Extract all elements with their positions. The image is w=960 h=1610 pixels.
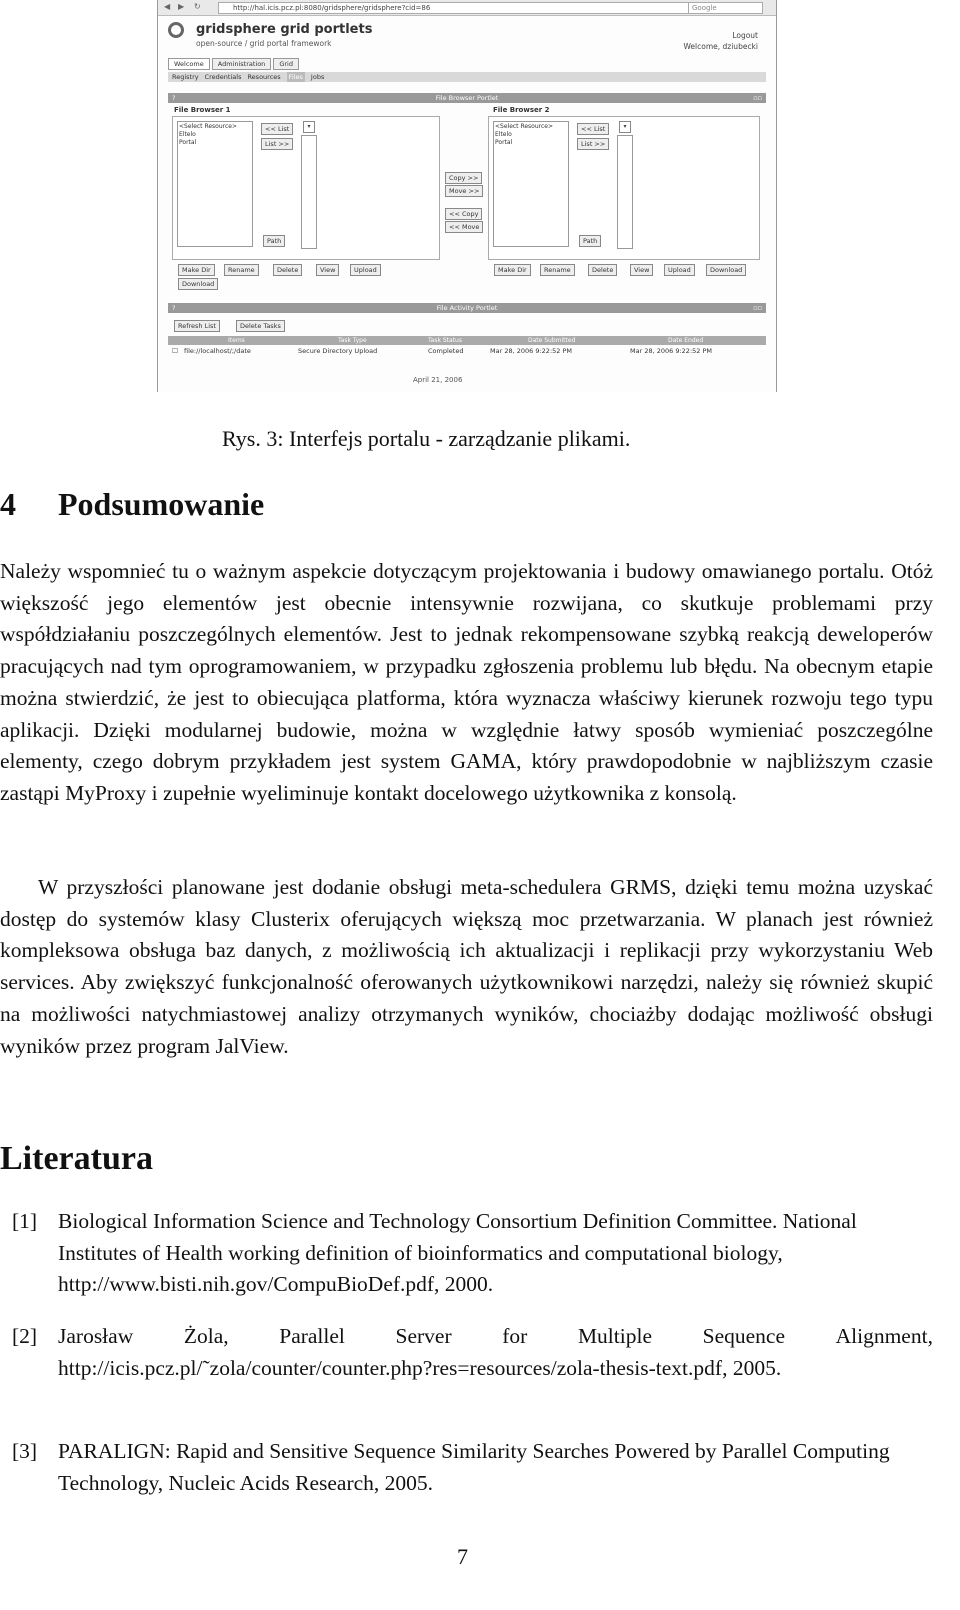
section-title: Podsumowanie (58, 486, 265, 522)
delete-button[interactable]: Delete (273, 264, 302, 276)
sub-tabs (168, 72, 766, 82)
path-button[interactable]: Path (579, 235, 601, 247)
resource-option[interactable]: Portal (495, 139, 513, 146)
reference-word: Jarosław (58, 1324, 134, 1348)
resource-list-2[interactable] (493, 121, 569, 247)
paragraph: Należy wspomnieć tu o ważnym aspekcie dotyczącym projektowania i budowy omawianego portalu. Otóż większość jego elementów jest obecnie intensywnie rozwijana, co skutkuje problemami przy współdziałaniu poszczególnych elementów. Jest to jednak rekompensowane szybką reakcją deweloperów pracujących nad tym oprogramowaniem, w przypadku zgłoszenia problemu lub błędu. Na obecnym etapie można stwierdzić, że jest to obiecująca platforma, która wyznacza właściwy kierunek rozwoju tego typu aplikacji. Dzięki modularnej budowie, można w względnie łatwy sposób wymieniać poszczególne elementy, czego dobrym przykładem jest system GAMA, który prawdopodobnie w najbliższym czasie zastąpi MyProxy i zupełnie wyeliminuje kontakt docelowego użytkownika z konsolą. (0, 559, 933, 805)
paragraph: W przyszłości planowane jest dodanie obsługi meta-schedulera GRMS, dzięki temu można uzyskać dostęp do systemów klasy Clusterix oferujących większą moc przetwarzania. W planach jest również kompleksowa obsługa baz danych, z możliwością ich aktualizacji i replikacji przy wykorzystaniu Web services. Aby zwiększyć funkcjonalność oferowanych użytkownikowi narzędzi, należy się również skupić na możliwości natychmiastowej analizy otrzymanych wyników, chociażby dodając możliwość obsługi wyników przez program JalView. (0, 875, 933, 1058)
column-header: Date Ended (668, 337, 704, 344)
activity-table-header (168, 336, 766, 345)
forward-arrow-icon[interactable]: ▶ (178, 2, 185, 11)
gridsphere-logo-icon (168, 22, 184, 38)
file-browser-1-title: File Browser 1 (174, 106, 231, 114)
refresh-list-button[interactable]: Refresh List (174, 320, 220, 332)
section-number: 4 (0, 486, 16, 522)
copy-left-button[interactable]: << Copy (445, 208, 482, 220)
column-header: Items (228, 337, 245, 344)
reference-url: http://icis.pcz.pl/˜zola/counter/counter.php?res=resources/zola-thesis-text.pdf, 2005. (58, 1355, 782, 1380)
make-dir-button[interactable]: Make Dir (494, 264, 531, 276)
copy-right-button[interactable]: Copy >> (445, 172, 482, 184)
resource-option[interactable]: <Select Resource> (179, 123, 237, 130)
file-browser-2-title: File Browser 2 (493, 106, 550, 114)
file-browser-2 (488, 116, 760, 260)
column-header: Date Submitted (528, 337, 576, 344)
rename-button[interactable]: Rename (540, 264, 575, 276)
task-type-cell: Secure Directory Upload (298, 347, 378, 355)
delete-tasks-button[interactable]: Delete Tasks (236, 320, 285, 332)
make-dir-button[interactable]: Make Dir (178, 264, 215, 276)
list-back-button[interactable]: << List (577, 123, 609, 135)
file-browser-portlet-header (168, 93, 766, 103)
reference-label: [1] (12, 1209, 38, 1233)
reference-word: Multiple (577, 1324, 652, 1348)
rename-button[interactable]: Rename (224, 264, 259, 276)
subtab-resources[interactable]: Resources (247, 73, 281, 81)
resource-option[interactable]: Eltelo (179, 131, 196, 138)
reference-word: Parallel (279, 1324, 345, 1348)
search-box[interactable]: Google (688, 2, 763, 14)
portal-screenshot (157, 0, 777, 392)
help-icon[interactable]: ? (172, 304, 176, 312)
portal-subtitle: open-source / grid portal framework (196, 39, 332, 48)
date-submitted-cell: Mar 28, 2006 9:22:52 PM (490, 347, 572, 355)
file-browser-1 (172, 116, 440, 260)
view-button[interactable]: View (630, 264, 653, 276)
move-right-button[interactable]: Move >> (445, 185, 483, 197)
user-links (683, 30, 758, 52)
row-checkbox-icon[interactable]: ☐ (172, 347, 178, 355)
browser-toolbar (158, 0, 776, 16)
delete-button[interactable]: Delete (588, 264, 617, 276)
tab-welcome[interactable]: Welcome (168, 58, 210, 70)
reload-icon[interactable]: ↻ (194, 2, 201, 11)
column-header: Task Type (338, 337, 367, 344)
logout-link[interactable]: Logout (732, 31, 758, 40)
resource-list-1[interactable] (177, 121, 253, 247)
reference-label: [2] (12, 1324, 38, 1348)
main-tabs (168, 58, 299, 70)
page-number: 7 (457, 1544, 468, 1569)
chevron-down-icon[interactable]: ▾ (619, 121, 631, 133)
task-status-cell: Completed (428, 347, 464, 355)
portlet-title: File Activity Portlet (436, 304, 498, 312)
reference-word: Alignment, (835, 1324, 933, 1348)
file-list-1[interactable] (301, 135, 317, 249)
table-row (168, 346, 766, 356)
view-button[interactable]: View (316, 264, 339, 276)
item-cell: file://localhost/;/date (184, 347, 251, 355)
download-button[interactable]: Download (178, 278, 218, 290)
reference-word: Server (395, 1324, 452, 1348)
list-back-button[interactable]: << List (261, 123, 293, 135)
move-left-button[interactable]: << Move (445, 221, 483, 233)
literature-heading: Literatura (0, 1140, 153, 1177)
reference-text (58, 1321, 933, 1384)
file-activity-portlet-header (168, 303, 766, 313)
page-footer-date: April 21, 2006 (413, 376, 463, 384)
column-header: Task Status (428, 337, 462, 344)
reference-text: PARALIGN: Rapid and Sensitive Sequence Similarity Searches Powered by Parallel Computing Technology, Nucleic Acids Research, 2005. (58, 1439, 890, 1495)
subtab-files[interactable]: Files (288, 73, 303, 81)
welcome-text: Welcome, dziubecki (683, 42, 758, 51)
subtab-jobs[interactable]: Jobs (310, 73, 325, 81)
file-list-2[interactable] (617, 135, 633, 249)
date-ended-cell: Mar 28, 2006 9:22:52 PM (630, 347, 712, 355)
window-controls-icon[interactable]: ▫▫ (753, 94, 762, 102)
reference-label: [3] (12, 1439, 38, 1463)
chevron-down-icon[interactable]: ▾ (303, 121, 315, 133)
subtab-credentials[interactable]: Credentials (204, 73, 242, 81)
window-controls-icon[interactable]: ▫▫ (753, 304, 762, 312)
resource-option[interactable]: <Select Resource> (495, 123, 553, 130)
figure-caption: Rys. 3: Interfejs portalu - zarządzanie plikami. (222, 426, 631, 451)
tab-administration[interactable]: Administration (212, 58, 272, 70)
list-forward-button[interactable]: List >> (261, 138, 293, 150)
section-heading (0, 486, 264, 523)
reference-word: for (502, 1324, 528, 1348)
download-button[interactable]: Download (706, 264, 746, 276)
help-icon[interactable]: ? (172, 94, 176, 102)
path-button[interactable]: Path (263, 235, 285, 247)
reference-text: Biological Information Science and Technology Consortium Definition Committee. National Institutes of Health working definition of bioinformatics and computational biology, http://www.bisti.nih.gov/CompuBioDef.pdf, 2000. (58, 1209, 857, 1297)
portal-title: gridsphere grid portlets (196, 22, 373, 37)
back-arrow-icon[interactable]: ◀ (164, 2, 171, 11)
resource-option[interactable]: Eltelo (495, 131, 512, 138)
tab-grid[interactable]: Grid (273, 58, 299, 70)
portlet-title: File Browser Portlet (435, 94, 499, 102)
reference-word: Żola, (183, 1324, 229, 1348)
address-bar[interactable]: http://hal.icis.pcz.pl:8080/gridsphere/gridsphere?cid=86 (218, 2, 694, 14)
subtab-registry[interactable]: Registry (172, 73, 199, 81)
list-forward-button[interactable]: List >> (577, 138, 609, 150)
reference-word: Sequence (702, 1324, 785, 1348)
upload-button[interactable]: Upload (664, 264, 695, 276)
resource-option[interactable]: Portal (179, 139, 197, 146)
upload-button[interactable]: Upload (350, 264, 381, 276)
